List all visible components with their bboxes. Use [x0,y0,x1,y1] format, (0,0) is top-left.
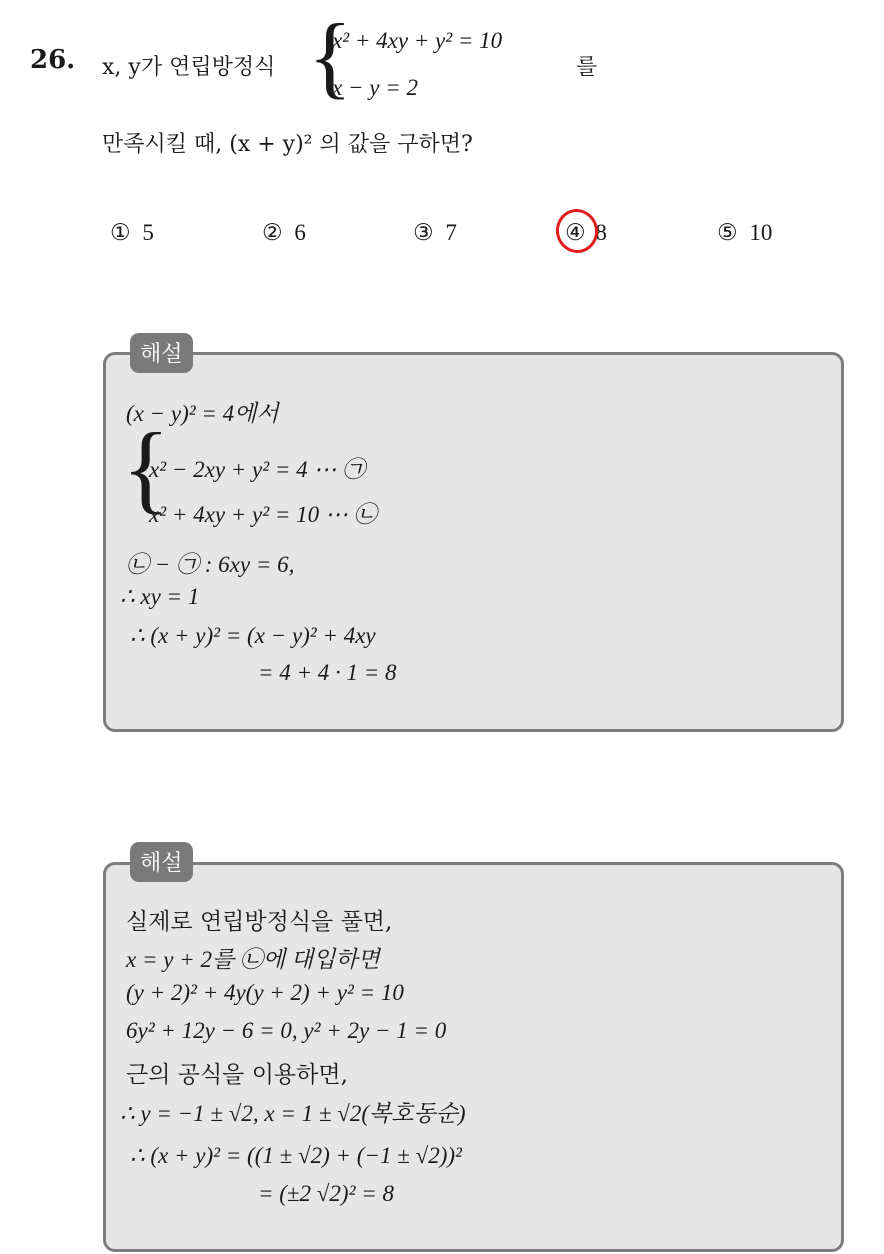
question-eq2: x − y = 2 [332,75,418,100]
choice-1[interactable] [110,220,154,246]
solution-1-line-3: x² + 4xy + y² = 10 ⋯ ㉡ [149,502,377,527]
choice-2-mark: ② [262,220,283,245]
solution-1-line-6: ∴ (x + y)² = (x − y)² + 4xy [130,623,376,648]
choice-5-mark: ⑤ [717,220,738,245]
question-suffix: 를 [576,55,598,80]
choice-4-value: 8 [595,220,607,245]
solution-2-line-4: 6y² + 12y − 6 = 0, y² + 2y − 1 = 0 [126,1018,447,1043]
solution-1-line-2: x² − 2xy + y² = 4 ⋯ ㉠ [149,457,366,482]
choice-5-value: 10 [749,220,773,245]
solution-2-line-7: ∴ (x + y)² = ((1 ± √2) + (−1 ± √2))² [130,1143,462,1168]
solution-1-line-5: ∴ xy = 1 [120,584,200,609]
choice-2-value: 6 [294,220,306,245]
solution-1-line-4: ㉡ − ㉠ : 6xy = 6, [126,552,295,577]
choice-1-value: 5 [142,220,154,245]
choice-2[interactable] [262,220,306,246]
solution-1-line-1: (x − y)² = 4에서 [126,401,279,426]
solution-2-line-8: = (±2 √2)² = 8 [258,1181,395,1206]
choice-4-mark: ④ [565,220,586,245]
system-brace: { [308,5,353,107]
choice-1-mark: ① [110,220,131,245]
solution-2-line-1: 실제로 연립방정식을 풀면, [126,909,393,935]
question-line2: 만족시킬 때, (x + y)² 의 값을 구하면? [102,132,473,157]
solution-1-line-7: = 4 + 4 · 1 = 8 [258,660,397,685]
choice-5[interactable] [717,220,772,246]
solution-2-line-3: (y + 2)² + 4y(y + 2) + y² = 10 [126,980,404,1005]
choice-3-value: 7 [445,220,457,245]
answer-circle-mark [552,205,602,257]
question-number: 26. [30,45,76,75]
solution-1-brace: { [122,412,170,523]
solution-1-tag: 해설 [130,333,193,373]
question-intro: x, y가 연립방정식 [102,55,276,80]
solution-2-line-6: ∴ y = −1 ± √2, x = 1 ± √2(복호동순) [120,1101,466,1126]
choice-3[interactable] [413,220,457,246]
solution-2-line-5: 근의 공식을 이용하면, [126,1062,348,1088]
solution-2-line-2: x = y + 2를 ㉡에 대입하면 [126,947,380,972]
solution-2-tag: 해설 [130,842,193,882]
choice-3-mark: ③ [413,220,434,245]
question-eq1: x² + 4xy + y² = 10 [332,28,503,53]
